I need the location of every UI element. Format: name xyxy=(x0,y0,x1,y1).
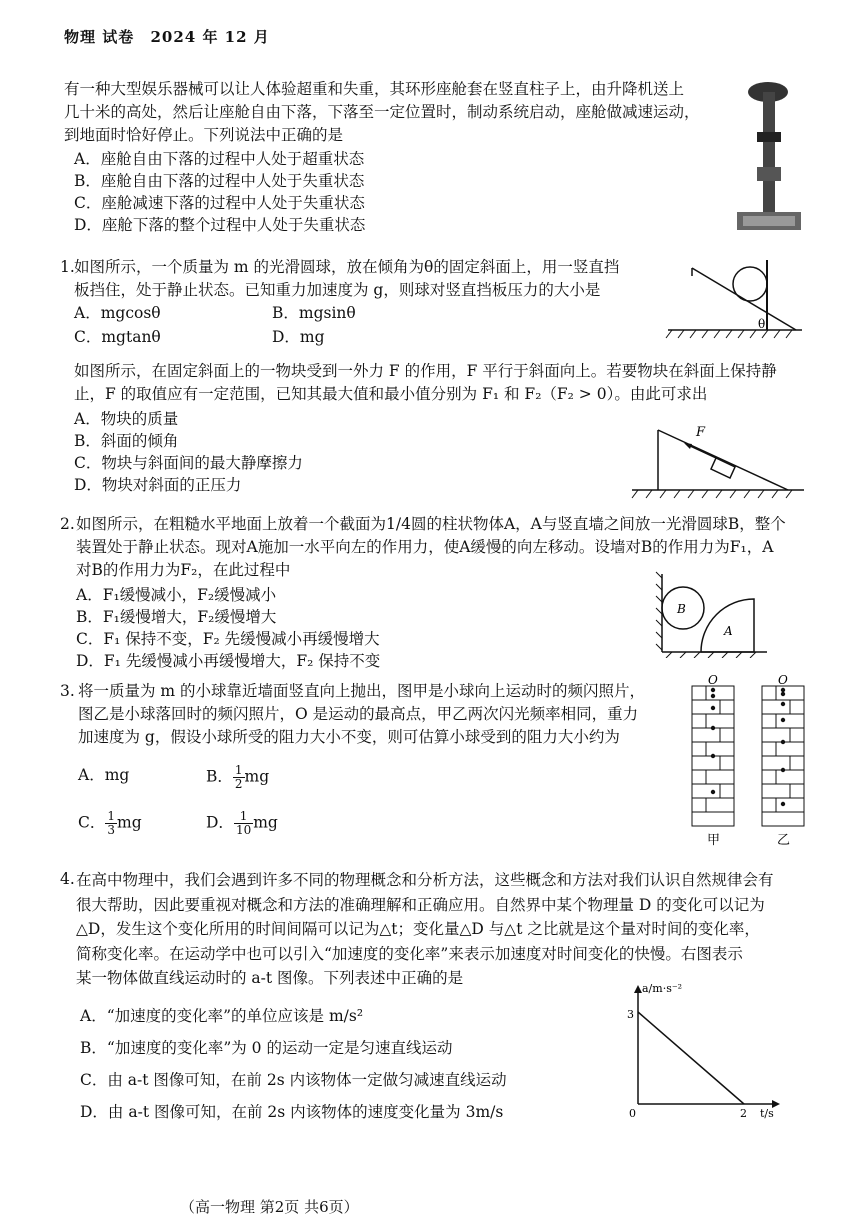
ride-tower-photo xyxy=(733,72,808,237)
origin-label: 0 xyxy=(629,1107,636,1120)
strobe-ball xyxy=(711,754,715,758)
stem-line: 图乙是小球落回时的频闪照片，O 是运动的最高点，甲乙两次闪光频率相同，重力 xyxy=(78,705,639,723)
option-b[interactable]: B．斜面的倾角 xyxy=(74,432,179,450)
page-footer: （高一物理 第2页 共6页） xyxy=(180,1198,359,1216)
photo-label-jia: 甲 xyxy=(707,833,721,848)
option-c[interactable] xyxy=(78,810,142,837)
stem-line: 有一种大型娱乐器械可以让人体验超重和失重，其环形座舱套在竖直柱子上，由升降机送上 xyxy=(64,80,685,98)
option-b-letter: B． xyxy=(206,767,233,786)
body-a-label: A xyxy=(724,624,733,638)
wall-sphere-quarter-cylinder-figure xyxy=(652,568,772,658)
force-label: F xyxy=(696,425,706,440)
stem-line: 几十米的高处，然后让座舱自由下落，下落至一定位置时，制动系统启动，座舱做减速运动， xyxy=(64,103,700,121)
strobe-ball xyxy=(781,768,785,772)
strobe-ball xyxy=(781,692,785,696)
strobe-ball xyxy=(711,790,715,794)
stem-line: 加速度为 g，假设小球所受的阻力大小不变，则可估算小球受到的阻力大小约为 xyxy=(78,728,620,746)
stem-line: 到地面时恰好停止。下列说法中正确的是 xyxy=(64,126,344,144)
question-options xyxy=(74,148,365,236)
incline-ball-figure xyxy=(662,256,812,346)
question-number: 4. xyxy=(60,870,75,888)
stem-line: 如图所示，一个质量为 m 的光滑圆球，放在倾角为θ的固定斜面上，用一竖直挡 xyxy=(74,258,620,276)
y-axis-label: a/m·s⁻² xyxy=(642,982,683,995)
question-stem xyxy=(74,360,804,406)
denominator: 3 xyxy=(107,823,116,837)
a-t-series-line xyxy=(638,1012,744,1104)
option-c[interactable]: C．mgtanθ xyxy=(74,328,161,346)
option-a[interactable]: A．座舱自由下落的过程中人处于超重状态 xyxy=(74,150,365,168)
fraction xyxy=(233,764,245,791)
numerator: 1 xyxy=(234,810,253,824)
y-tick-label: 3 xyxy=(627,1008,634,1021)
subject-label: 物理 试卷 xyxy=(64,28,135,46)
numerator: 1 xyxy=(107,809,116,823)
stem-line: 很大帮助，因此要重视对概念和方法的准确理解和正确应用。自然界中某个物理量 D 的变化可以记为 xyxy=(76,895,765,914)
fraction-unit: mg xyxy=(253,813,278,832)
stem-line: 将一质量为 m 的小球靠近墙面竖直向上抛出，图甲是小球向上运动时的频闪照片， xyxy=(78,682,646,700)
option-c-letter: C． xyxy=(78,813,106,832)
question-number: 2. xyxy=(60,515,75,533)
option-d[interactable]: D．F₁ 先缓慢减小再缓慢增大，F₂ 保持不变 xyxy=(76,652,381,670)
strobe-ball xyxy=(781,718,785,722)
incline-block-figure xyxy=(628,418,808,500)
fraction-unit: mg xyxy=(117,813,142,832)
option-a[interactable]: A．mgcosθ xyxy=(74,304,161,322)
stem-line: 某一物体做直线运动时的 a-t 图像。下列表述中正确的是 xyxy=(76,969,464,987)
option-b[interactable] xyxy=(206,764,269,791)
option-b[interactable]: B．“加速度的变化率”为 0 的运动一定是匀速直线运动 xyxy=(80,1039,453,1057)
x-tick-label: 2 xyxy=(740,1107,747,1120)
option-a[interactable]: A．物块的质量 xyxy=(74,410,179,428)
stem-line: 板挡住，处于静止状态。已知重力加速度为 g，则球对竖直挡板压力的大小是 xyxy=(74,281,601,299)
option-a[interactable]: A．mg xyxy=(78,766,130,784)
strobe-ball xyxy=(711,694,715,698)
question-options xyxy=(74,408,303,496)
y-axis-arrow-icon xyxy=(634,985,642,993)
page-header xyxy=(64,26,270,47)
option-d[interactable]: D．座舱下落的整个过程中人处于失重状态 xyxy=(74,216,366,234)
stem-line: 如图所示，在粗糙水平地面上放着一个截面为1/4圆的柱状物体A，A与竖直墙之间放一光滑圆球B，整个 xyxy=(76,515,786,533)
fraction xyxy=(234,810,253,837)
question-stem xyxy=(76,868,816,991)
option-b[interactable]: B．F₁缓慢增大，F₂缓慢增大 xyxy=(76,608,277,626)
question-options xyxy=(76,584,380,672)
option-a[interactable]: A．F₁缓慢减小，F₂缓慢减小 xyxy=(76,586,277,604)
option-d[interactable]: D．物块对斜面的正压力 xyxy=(74,476,242,494)
option-d[interactable]: D．mg xyxy=(272,328,325,346)
stem-line: △D，发生这个变化所用的时间间隔可以记为△t；变化量△D 与△t 之比就是这个量对时间的变化率， xyxy=(76,920,760,938)
option-d-letter: D． xyxy=(206,813,234,832)
option-c[interactable]: C．座舱减速下落的过程中人处于失重状态 xyxy=(74,194,365,212)
denominator: 2 xyxy=(234,777,243,791)
strobe-ball xyxy=(781,802,785,806)
stem-line: 对B的作用力为F₂，在此过程中 xyxy=(76,561,291,579)
top-point-o-right: O xyxy=(778,673,788,687)
option-d[interactable] xyxy=(206,810,278,837)
theta-label: θ xyxy=(758,317,766,331)
stem-line: 在高中物理中，我们会遇到许多不同的物理概念和分析方法，这些概念和方法对我们认识自然规律会有 xyxy=(76,871,774,889)
option-a[interactable]: A．“加速度的变化率”的单位应该是 m/s² xyxy=(80,1007,364,1025)
x-axis-label: t/s xyxy=(760,1107,774,1120)
question-options xyxy=(80,1000,507,1128)
option-b[interactable]: B．座舱自由下落的过程中人处于失重状态 xyxy=(74,172,365,190)
photo-label-yi: 乙 xyxy=(777,833,791,848)
numerator: 1 xyxy=(234,763,243,777)
question-stem xyxy=(64,78,734,147)
question-number: 1. xyxy=(60,258,75,276)
strobe-ball xyxy=(711,726,715,730)
option-d[interactable]: D．由 a-t 图像可知，在前 2s 内该物体的速度变化量为 3m/s xyxy=(80,1103,504,1121)
stem-line: 止，F 的取值应有一定范围，已知其最大值和最小值分别为 F₁ 和 F₂（F₂ > 0）。由此可求出 xyxy=(74,385,708,403)
a-t-graph xyxy=(618,980,790,1120)
strobe-ball xyxy=(711,706,715,710)
option-b[interactable]: B．mgsinθ xyxy=(272,304,356,322)
stem-line: 装置处于静止状态。现对A施加一水平向左的作用力，使A缓慢的向左移动。设墙对B的作用力为F₁，A xyxy=(76,538,774,556)
sphere-b-label: B xyxy=(677,602,686,616)
strobe-ball xyxy=(711,688,715,692)
option-c[interactable]: C．物块与斜面间的最大静摩擦力 xyxy=(74,454,303,472)
strobe-ball xyxy=(781,702,785,706)
exam-date: 2024 年 12 月 xyxy=(150,28,270,46)
option-c[interactable]: C．F₁ 保持不变，F₂ 先缓慢减小再缓慢增大 xyxy=(76,630,380,648)
strobe-ball xyxy=(781,740,785,744)
option-c[interactable]: C．由 a-t 图像可知，在前 2s 内该物体一定做匀减速直线运动 xyxy=(80,1071,507,1089)
strobe-ball xyxy=(781,688,785,692)
top-point-o-left: O xyxy=(708,673,718,687)
denominator: 10 xyxy=(235,823,252,837)
question-stem xyxy=(78,680,678,749)
stem-line: 如图所示，在固定斜面上的一物块受到一外力 F 的作用，F 平行于斜面向上。若要物块在斜面上保持静 xyxy=(74,362,777,380)
strobe-photos-figure xyxy=(688,672,818,852)
question-stem xyxy=(74,256,674,302)
fraction-unit: mg xyxy=(244,767,270,786)
question-number: 3. xyxy=(60,682,75,700)
stem-line: 简称变化率。在运动学中也可以引入“加速度的变化率”来表示加速度对时间变化的快慢。右图表示 xyxy=(76,944,743,963)
fraction xyxy=(105,810,117,837)
